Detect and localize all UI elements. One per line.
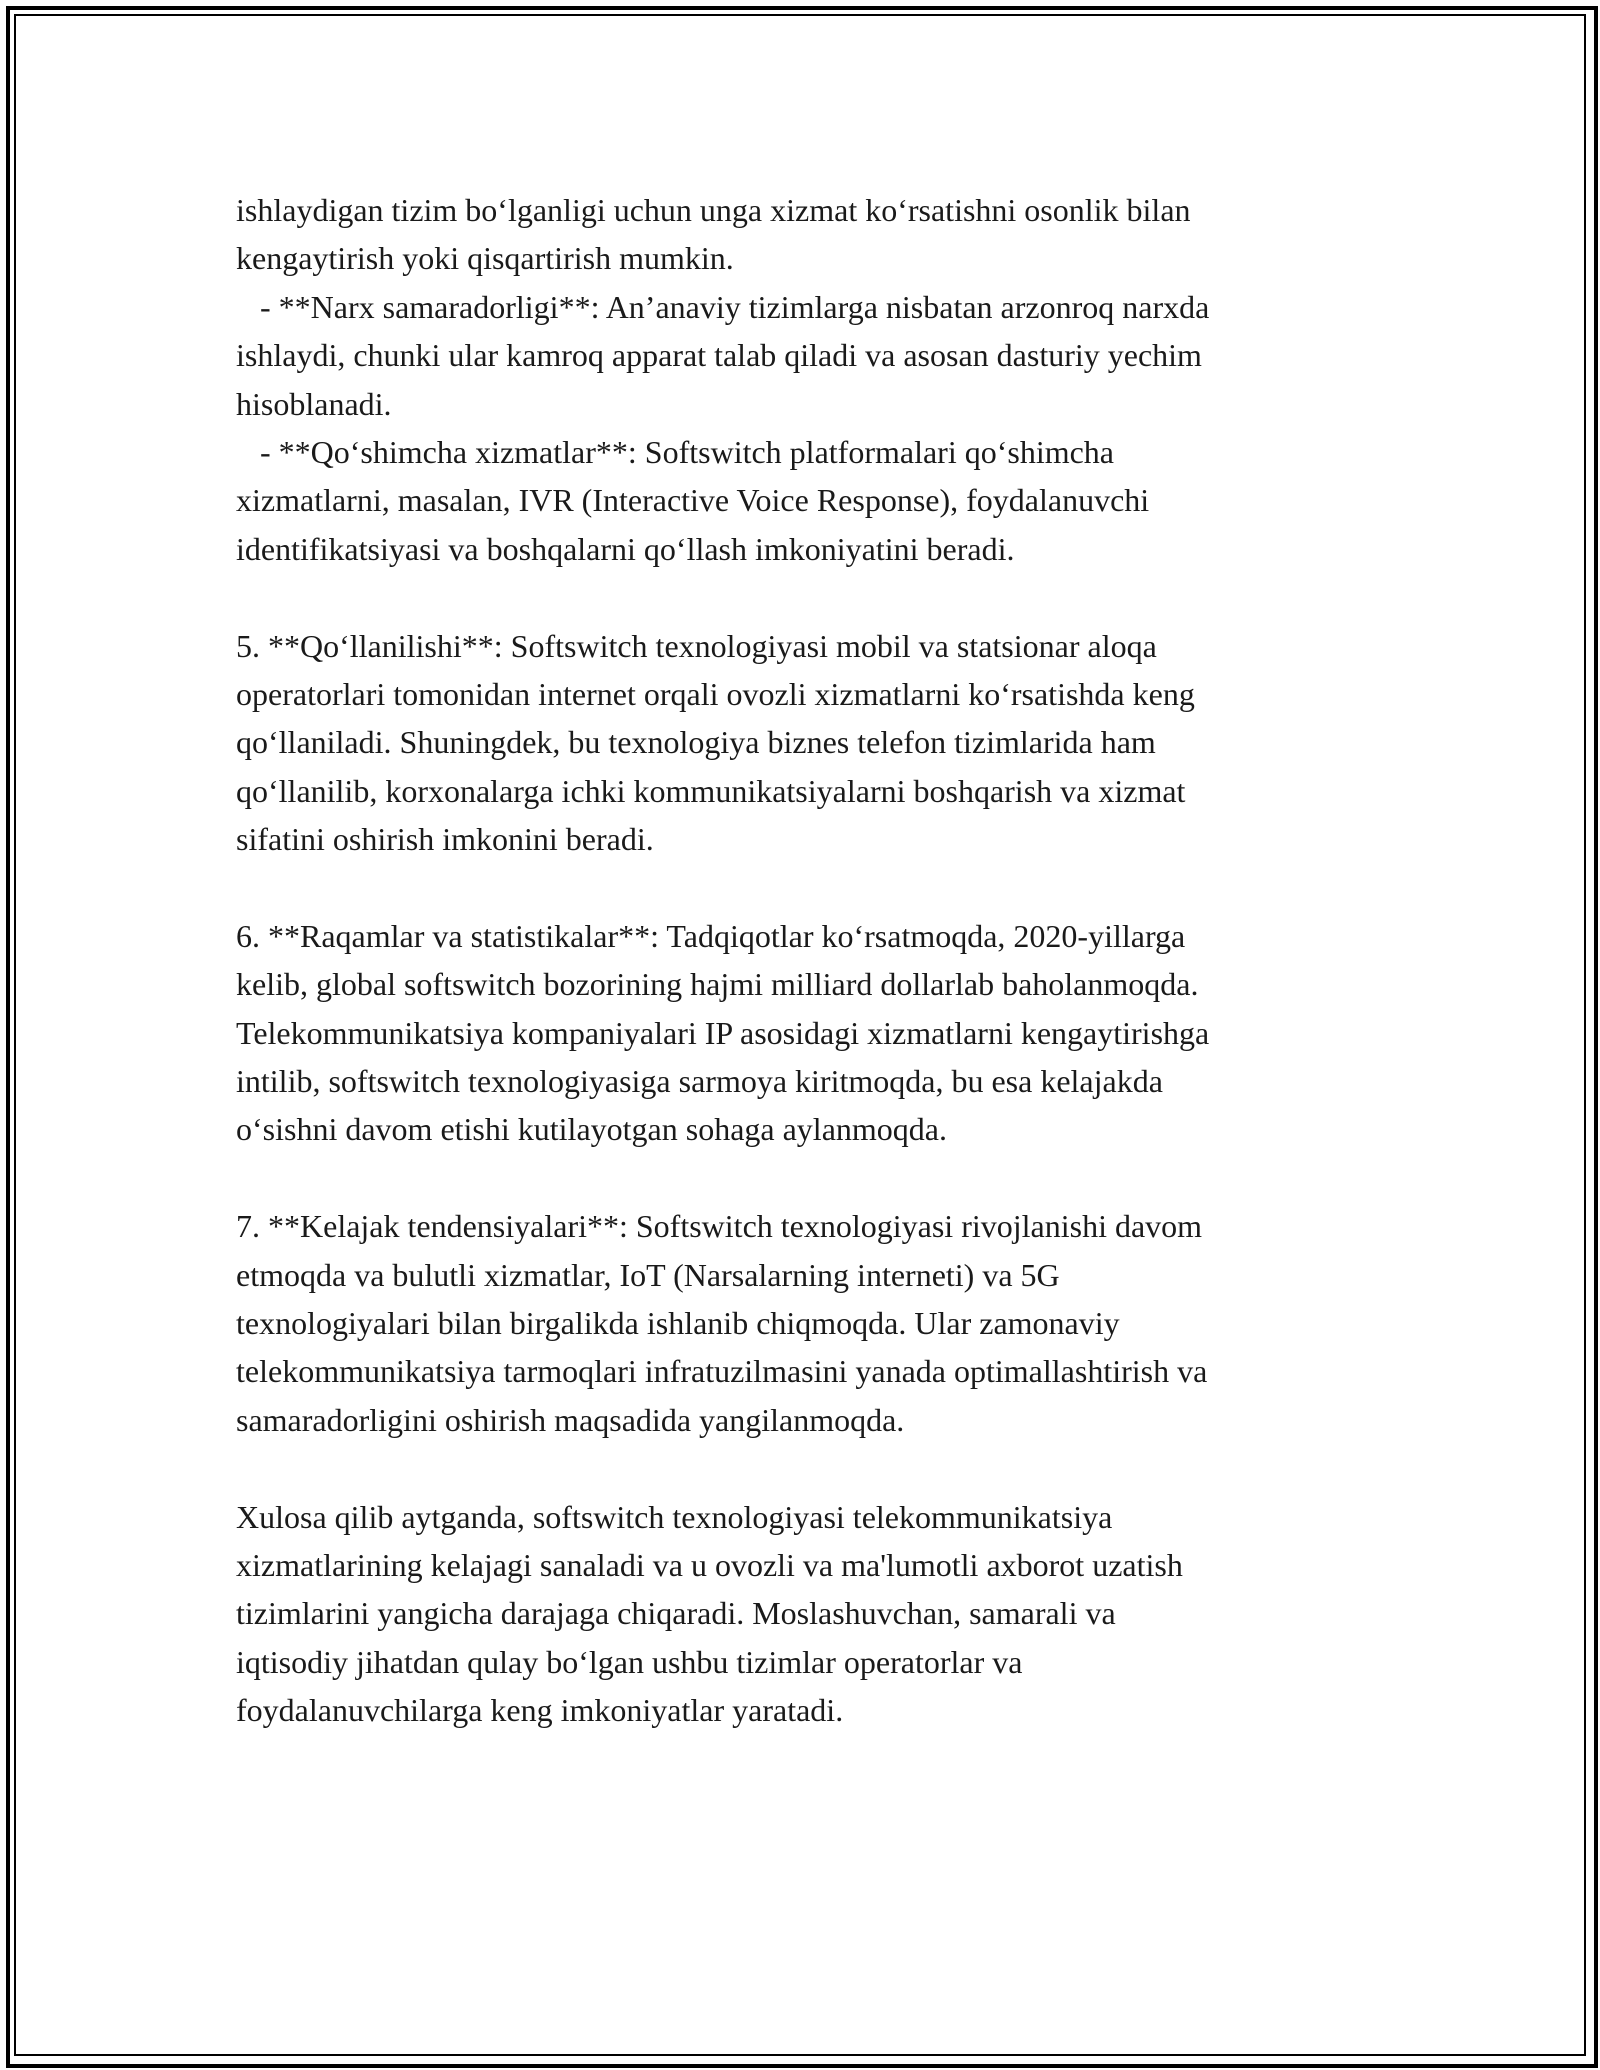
text-line: Telekommunikatsiya kompaniyalari IP asosidagi xizmatlarni kengaytirishga (236, 1014, 1210, 1051)
conclusion-paragraph (236, 1493, 1376, 1735)
paragraph-gap (236, 1154, 1376, 1202)
text-line: ishlaydigan tizim bo‘lganligi uchun unga xizmat ko‘rsatishni osonlik bilan (236, 192, 1191, 228)
section-6-raqamlar (236, 912, 1376, 1154)
paragraph-gap (236, 573, 1376, 621)
text-line: - **Narx samaradorligi**: An’anaviy tizimlarga nisbatan arzonroq narxda (236, 288, 1210, 325)
text-line: Xulosa qilib aytganda, softswitch texnologiyasi telekommunikatsiya (236, 1498, 1113, 1535)
text-line: xizmatlarining kelajagi sanaladi va u ovozli va ma'lumotli axborot uzatish (236, 1546, 1183, 1583)
text-line: o‘sishni davom etishi kutilayotgan sohaga aylanmoqda. (236, 1111, 947, 1148)
text-line: qo‘llaniladi. Shuningdek, bu texnologiya biznes telefon tizimlarida ham (236, 724, 1156, 761)
text-line: intilib, softswitch texnologiyasiga sarmoya kiritmoqda, bu esa kelajakda (236, 1063, 1163, 1100)
text-line: - **Qo‘shimcha xizmatlar**: Softswitch platformalari qo‘shimcha (236, 433, 1114, 470)
intro-paragraph (236, 186, 1376, 283)
text-line: foydalanuvchilarga keng imkoniyatlar yaratadi. (236, 1692, 844, 1729)
text-line: 5. **Qo‘llanilishi**: Softswitch texnologiyasi mobil va statsionar aloqa (236, 627, 1157, 664)
text-line: texnologiyalari bilan birgalikda ishlanib chiqmoqda. Ular zamonaviy (236, 1304, 1120, 1341)
text-line: qo‘llanilib, korxonalarga ichki kommunikatsiyalarni boshqarish va xizmat (236, 772, 1186, 809)
document-body (236, 186, 1376, 1735)
bullet-qoshimcha-xizmatlar (236, 428, 1376, 573)
text-line: ishlaydi, chunki ular kamroq apparat talab qiladi va asosan dasturiy yechim (236, 337, 1202, 374)
text-line: xizmatlarni, masalan, IVR (Interactive Voice Response), foydalanuvchi (236, 482, 1150, 519)
paragraph-gap (236, 863, 1376, 911)
text-line: identifikatsiyasi va boshqalarni qo‘llash imkoniyatini beradi. (236, 530, 1015, 567)
text-line: samaradorligini oshirish maqsadida yangilanmoqda. (236, 1401, 905, 1438)
text-line: iqtisodiy jihatdan qulay bo‘lgan ushbu tizimlar operatorlar va (236, 1643, 1023, 1680)
text-line: 6. **Raqamlar va statistikalar**: Tadqiqotlar ko‘rsatmoqda, 2020-yillarga (236, 917, 1186, 954)
text-line: operatorlari tomonidan internet orqali ovozli xizmatlarni ko‘rsatishda keng (236, 675, 1195, 712)
bullet-narx-samaradorligi (236, 283, 1376, 428)
paragraph-gap (236, 1444, 1376, 1492)
section-7-kelajak (236, 1202, 1376, 1444)
text-line: sifatini oshirish imkonini beradi. (236, 821, 654, 858)
text-line: 7. **Kelajak tendensiyalari**: Softswitch texnologiyasi rivojlanishi davom (236, 1208, 1203, 1245)
text-line: etmoqda va bulutli xizmatlar, IoT (Narsalarning interneti) va 5G (236, 1256, 1060, 1293)
text-line: kengaytirish yoki qisqartirish mumkin. (236, 240, 734, 277)
text-line: kelib, global softswitch bozorining hajmi milliard dollarlab baholanmoqda. (236, 966, 1199, 1003)
text-line: telekommunikatsiya tarmoqlari infratuzilmasini yanada optimallashtirish va (236, 1353, 1208, 1390)
text-line: hisoblanadi. (236, 385, 392, 422)
text-line: tizimlarini yangicha darajaga chiqaradi. Moslashuvchan, samarali va (236, 1595, 1116, 1632)
section-5-qollanilishi (236, 622, 1376, 864)
